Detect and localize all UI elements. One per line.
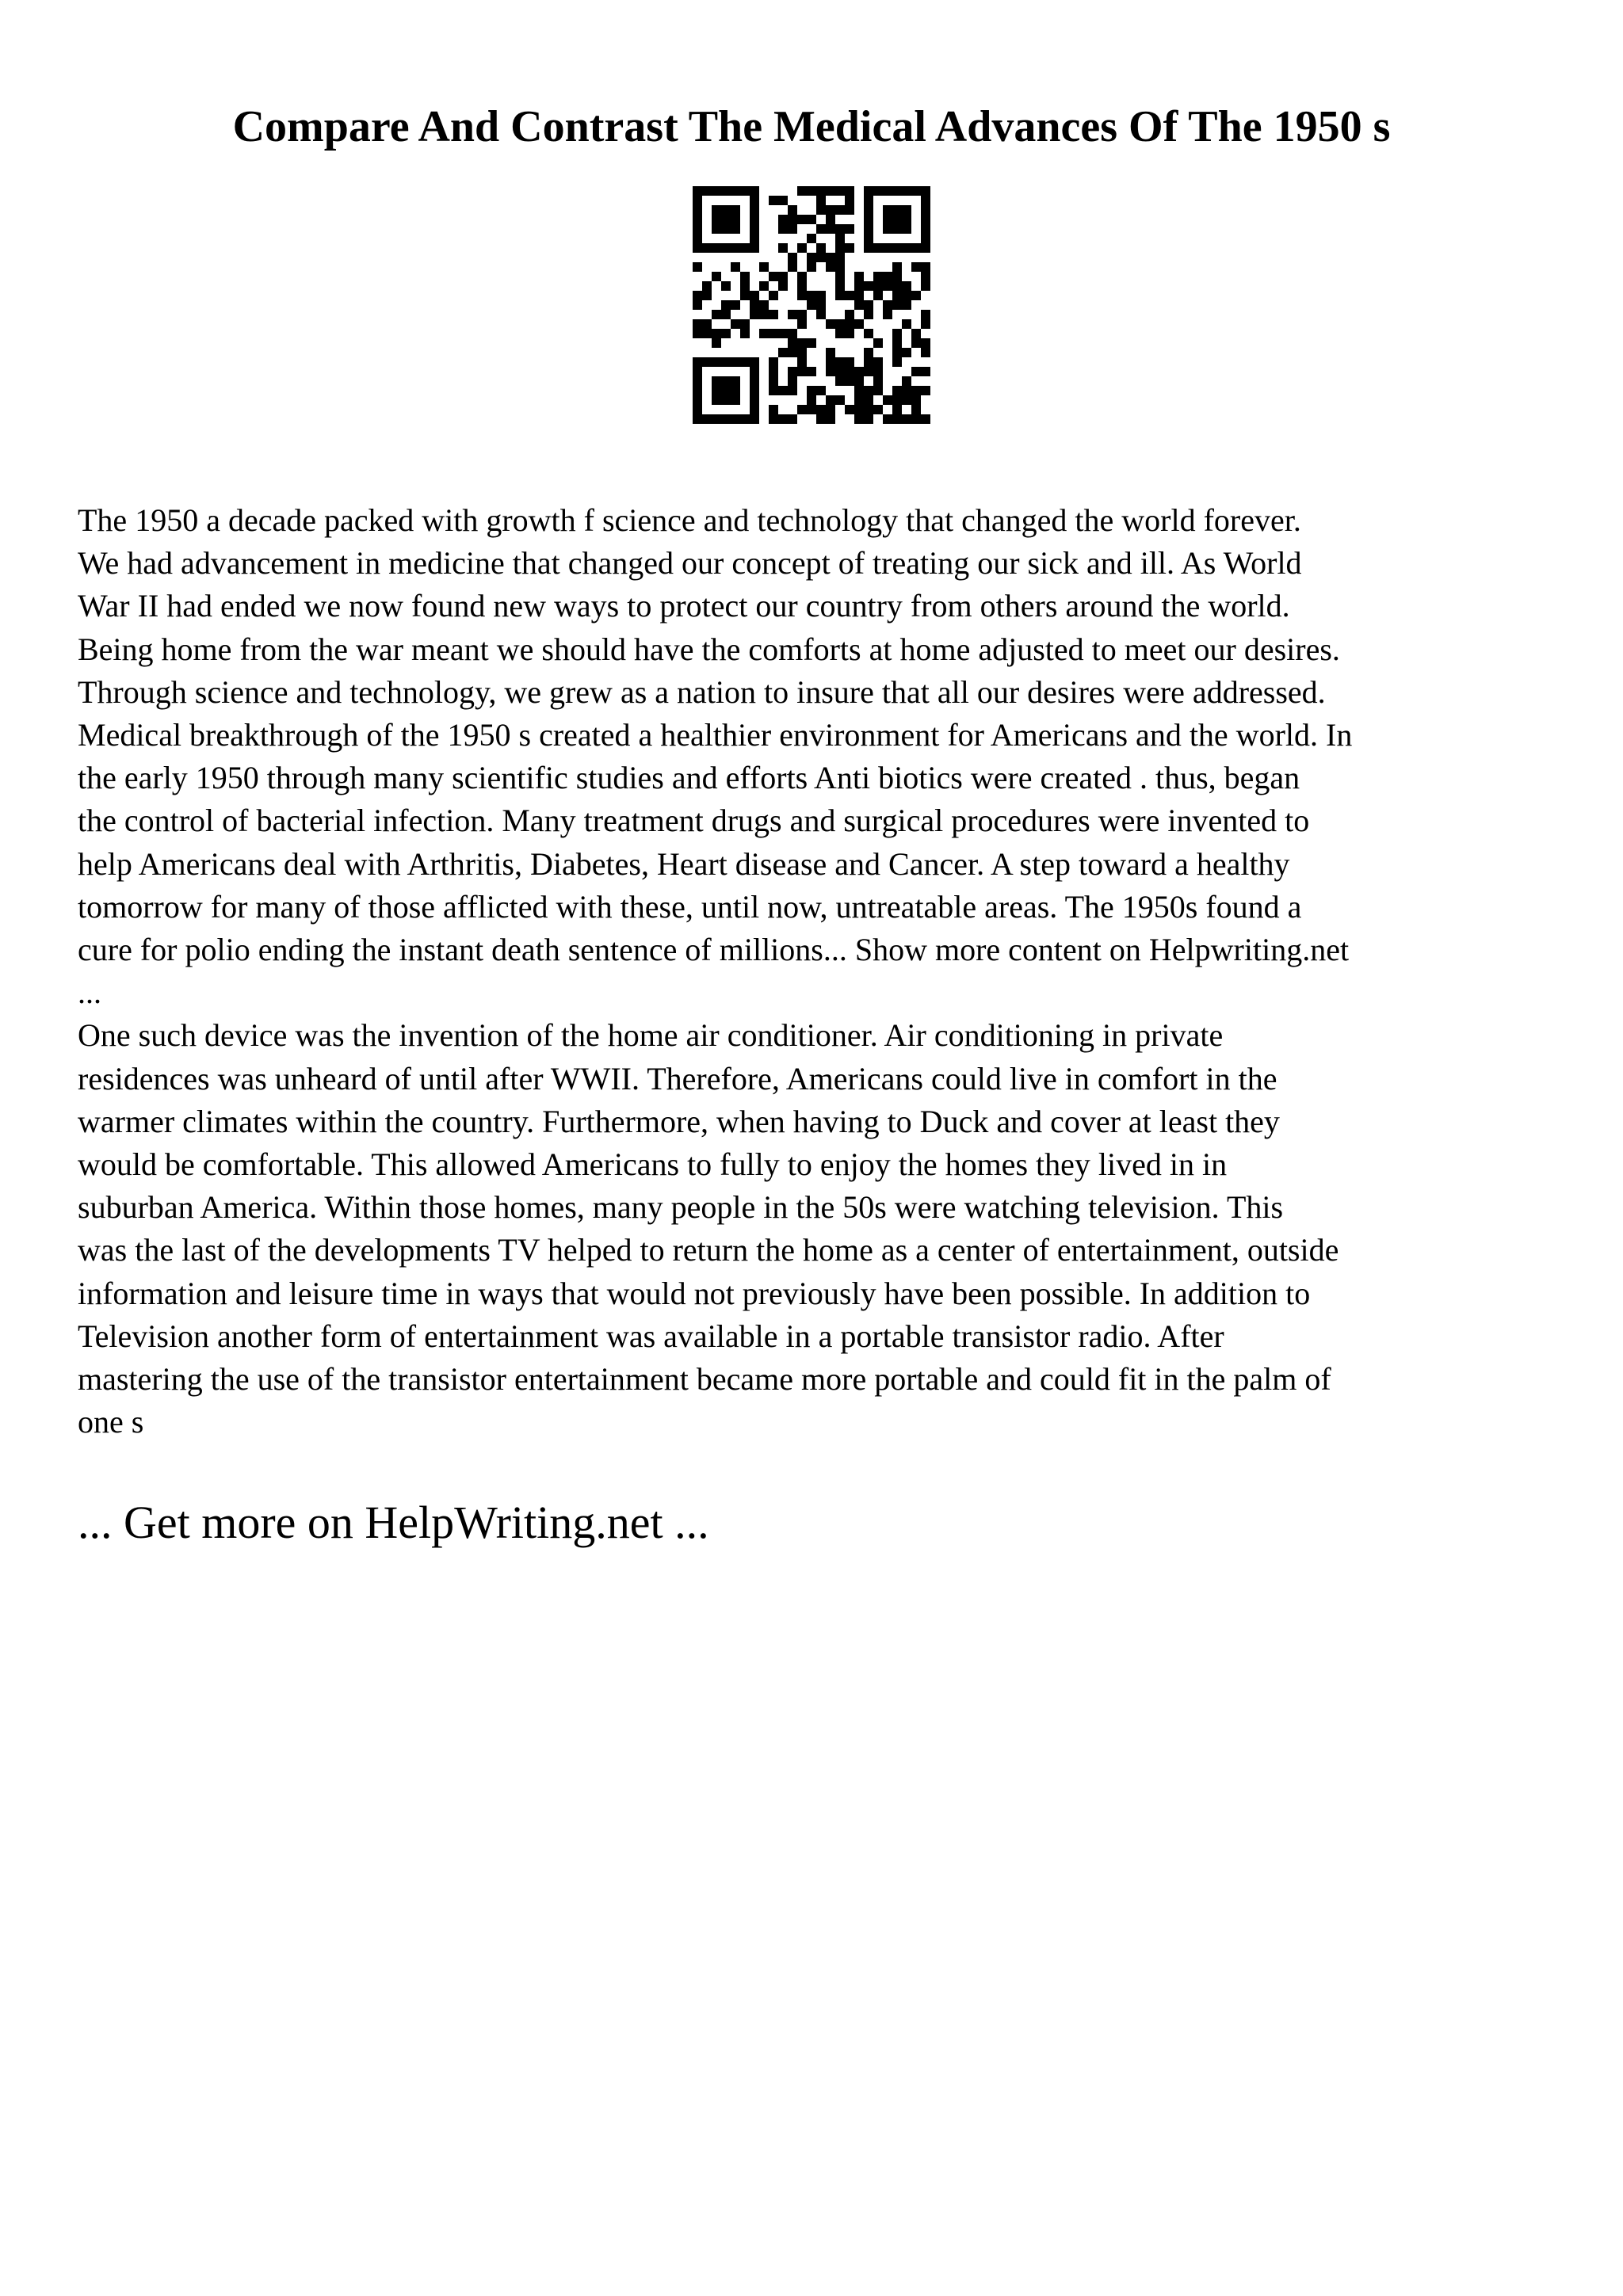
paragraph-line: One such device was the invention of the home air conditioner. Air conditioning in private bbox=[78, 1017, 1224, 1054]
paragraph-line: residences was unheard of until after WWII. Therefore, Americans could live in comfort in the bbox=[78, 1060, 1277, 1097]
paragraph-line: Being home from the war meant we should have the comforts at home adjusted to meet our desires. bbox=[78, 631, 1340, 667]
paragraph-line: warmer climates within the country. Furthermore, when having to Duck and cover at least they bbox=[78, 1103, 1280, 1139]
paragraph-line: ... bbox=[78, 974, 101, 1011]
paragraph-line: Through science and technology, we grew as a nation to insure that all our desires were addressed. bbox=[78, 673, 1326, 710]
paragraph-line: help Americans deal with Arthritis, Diabetes, Heart disease and Cancer. A step toward a healthy bbox=[78, 845, 1290, 882]
paragraph-line: the early 1950 through many scientific studies and efforts Anti biotics were created . thus, began bbox=[78, 760, 1300, 796]
paragraph-line: would be comfortable. This allowed Americans to fully to enjoy the homes they lived in in bbox=[78, 1146, 1228, 1183]
paragraph-line: one s bbox=[78, 1404, 144, 1440]
paragraph-line: suburban America. Within those homes, many people in the 50s were watching television. This bbox=[78, 1189, 1284, 1226]
paragraph-line: Television another form of entertainment was available in a portable transistor radio. After bbox=[78, 1318, 1224, 1354]
paragraph-line: cure for polio ending the instant death sentence of millions... Show more content on Helpwriting.net bbox=[78, 932, 1350, 968]
paragraph-line: tomorrow for many of those afflicted with these, until now, untreatable areas. The 1950s found a bbox=[78, 888, 1302, 925]
paragraph-line: was the last of the developments TV helped to return the home as a center of entertainment, outside bbox=[78, 1232, 1339, 1268]
paragraph-1 bbox=[78, 499, 1568, 1014]
paragraph-line: the control of bacterial infection. Many treatment drugs and surgical procedures were invented to bbox=[78, 803, 1310, 839]
page-title: Compare And Contrast The Medical Advances Of The 1950 s bbox=[232, 102, 1391, 151]
paragraph-line: mastering the use of the transistor entertainment became more portable and could fit in the palm of bbox=[78, 1361, 1331, 1398]
paragraph-line: Medical breakthrough of the 1950 s created a healthier environment for Americans and the world. In bbox=[78, 717, 1353, 753]
article-body bbox=[78, 499, 1568, 1444]
paragraph-line: We had advancement in medicine that changed our concept of treating our sick and ill. As World bbox=[78, 545, 1302, 582]
get-more-link[interactable]: ... Get more on HelpWriting.net ... bbox=[78, 1497, 709, 1548]
paragraph-2 bbox=[78, 1014, 1568, 1444]
qr-code-graphic bbox=[693, 186, 930, 424]
paragraph-line: War II had ended we now found new ways to protect our country from others around the world. bbox=[78, 588, 1290, 624]
paragraph-line: The 1950 a decade packed with growth f science and technology that changed the world forever. bbox=[78, 502, 1301, 538]
qr-code-icon bbox=[693, 186, 930, 424]
paragraph-line: information and leisure time in ways that would not previously have been possible. In addition to bbox=[78, 1275, 1311, 1311]
